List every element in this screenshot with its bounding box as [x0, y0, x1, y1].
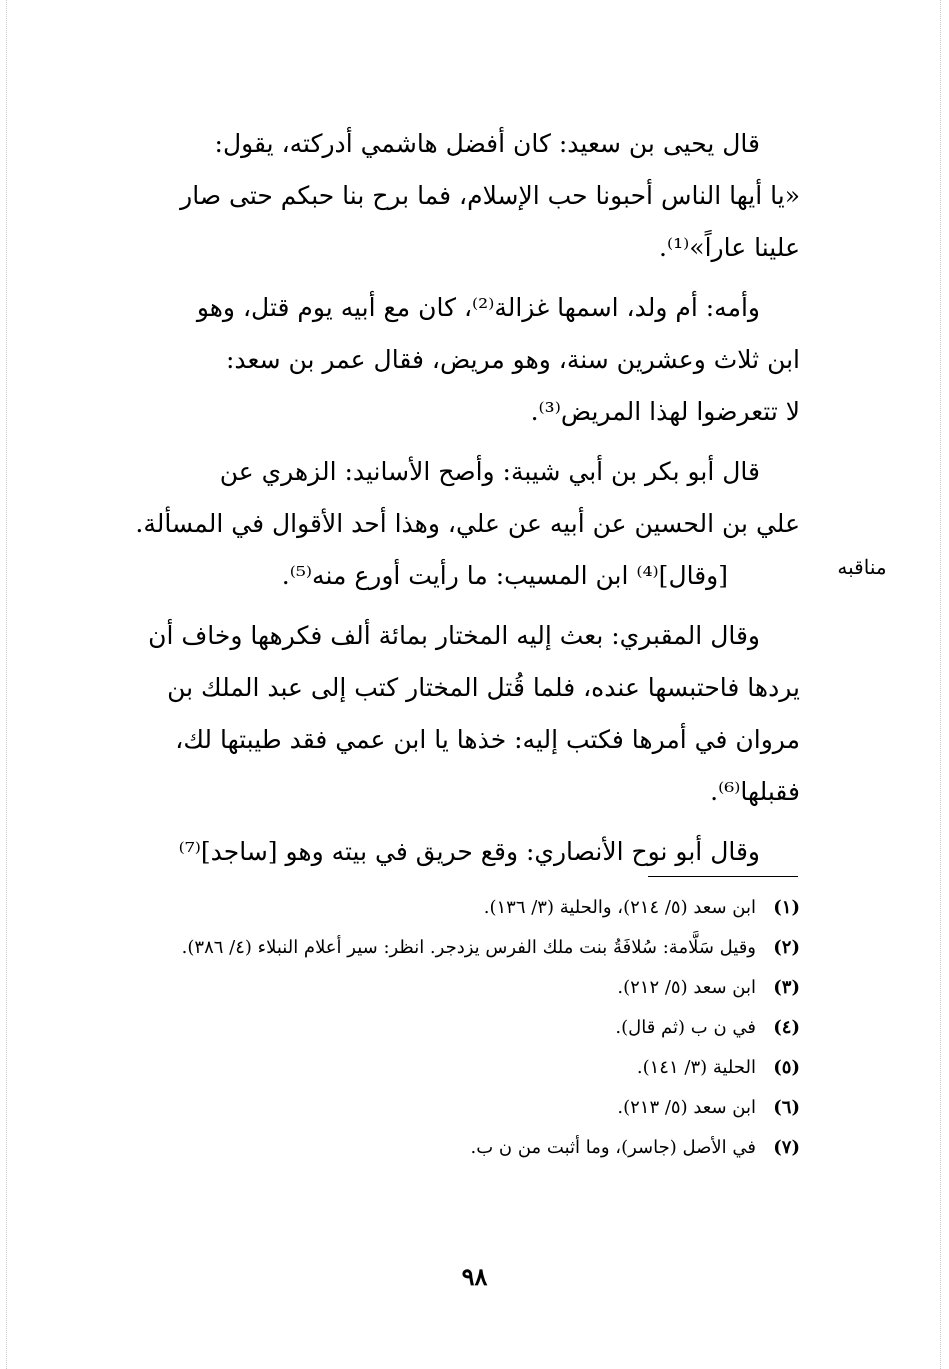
footnote-3 [120, 968, 800, 1008]
footnote-number: (٥) [773, 1057, 800, 1078]
footnote-1 [120, 888, 800, 928]
footnote-text: في الأصل (جاسر)، وما أثبت من ن ب. [470, 1137, 756, 1158]
footnote-number: (١) [773, 897, 800, 918]
footnote-7 [120, 1128, 800, 1168]
footnote-4 [120, 1008, 800, 1048]
footnotes [120, 888, 800, 1168]
text-line: وأمه: أم ولد، اسمها غزالة⁽²⁾، كان مع أبيه يوم قتل، وهو [196, 293, 760, 322]
footnote-number: (٢) [773, 937, 800, 958]
text-line: «يا أيها الناس أحبونا حب الإسلام، فما برح بنا حبكم حتى صار [180, 181, 800, 210]
text-line: مروان في أمرها فكتب إليه: خذها يا ابن عمي فقد طيبتها لك، [175, 725, 800, 754]
footnote-text: الحلية (٣/ ١٤١). [636, 1057, 756, 1078]
footnote-number: (٧) [773, 1137, 800, 1158]
footnote-separator [648, 876, 798, 877]
paragraph-6 [120, 826, 800, 878]
footnote-number: (٣) [773, 977, 800, 998]
footnote-number: (٦) [773, 1097, 800, 1118]
footnote-text: ابن سعد (٥/ ٢١٣). [617, 1097, 756, 1118]
footnote-text: ابن سعد (٥/ ٢١٤)، والحلية (٣/ ١٣٦). [483, 897, 756, 918]
text-line: يردها فاحتبسها عنده، فلما قُتل المختار كتب إلى عبد الملك بن [167, 673, 800, 702]
paragraph-2 [120, 282, 800, 438]
footnote-text: ابن سعد (٥/ ٢١٢). [617, 977, 756, 998]
text-line: قال يحيى بن سعيد: كان أفضل هاشمي أدركته، يقول: [214, 129, 760, 158]
footnote-text: وقيل سَلَّامة: سُلافَةُ بنت ملك الفرس يزدجر. انظر: سير أعلام النبلاء (٤/ ٣٨٦). [181, 937, 756, 958]
footnote-text: في ن ب (ثم قال). [615, 1017, 756, 1038]
text-line: علينا عاراً»⁽¹⁾. [659, 233, 800, 262]
margin-note: مناقبه [837, 555, 887, 579]
text-line: وقال المقبري: بعث إليه المختار بمائة ألف فكرهها وخاف أن [148, 621, 760, 650]
text-line: وقال أبو نوح الأنصاري: وقع حريق في بيته وهو [ساجد]⁽⁷⁾ [178, 837, 760, 866]
text-line: ابن ثلاث وعشرين سنة، وهو مريض، فقال عمر بن سعد: [226, 345, 800, 374]
text-line: قال أبو بكر بن أبي شيبة: وأصح الأسانيد: الزهري عن [219, 457, 760, 486]
text-line: علي بن الحسين عن أبيه عن علي، وهذا أحد الأقوال في المسألة. [135, 509, 800, 538]
text-line: لا تتعرضوا لهذا المريض⁽³⁾. [530, 397, 800, 426]
footnote-6 [120, 1088, 800, 1128]
scan-edge-right [940, 0, 942, 1369]
text-line: فقبلها⁽⁶⁾. [710, 777, 800, 806]
footnote-number: (٤) [773, 1017, 800, 1038]
paragraph-5 [120, 610, 800, 818]
paragraph-3 [120, 446, 800, 550]
footnote-2 [120, 928, 800, 968]
paragraph-1 [120, 118, 800, 274]
main-text [120, 118, 800, 878]
scan-edge-left [6, 0, 8, 1369]
text-line: [وقال]⁽⁴⁾ ابن المسيب: ما رأيت أورع منه⁽⁵⁾. [281, 561, 728, 590]
footnote-5 [120, 1048, 800, 1088]
page-number: ٩٨ [461, 1262, 488, 1291]
paragraph-4 [120, 550, 800, 602]
